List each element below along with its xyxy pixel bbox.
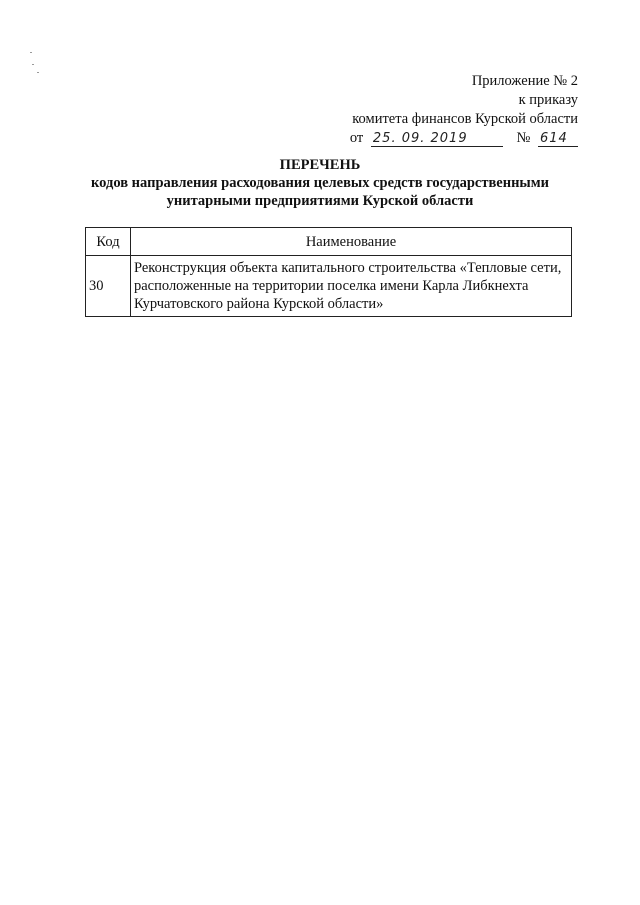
appendix-order-reference: к приказу bbox=[518, 92, 578, 108]
header-code: Код bbox=[86, 228, 131, 256]
scan-speck bbox=[37, 72, 39, 73]
handwritten-date: 25. 09. 2019 bbox=[371, 131, 503, 147]
appendix-block bbox=[258, 72, 578, 148]
number-prefix: № bbox=[516, 130, 531, 146]
scan-speck bbox=[30, 52, 32, 53]
row-code: 30 bbox=[86, 256, 131, 317]
handwritten-order-number: 614 bbox=[538, 131, 578, 147]
codes-table bbox=[85, 227, 572, 317]
document-heading bbox=[60, 156, 580, 210]
table-row bbox=[86, 256, 572, 317]
heading-title: ПЕРЕЧЕНЬ bbox=[279, 157, 361, 173]
heading-line-2: кодов направления расходования целевых средств государственными bbox=[91, 175, 549, 191]
date-prefix: от bbox=[349, 130, 364, 146]
codes-table-wrapper bbox=[85, 227, 572, 317]
order-date-number-line bbox=[258, 129, 578, 148]
appendix-title: Приложение № 2 bbox=[471, 73, 578, 89]
header-name: Наименование bbox=[131, 228, 572, 256]
heading-line-3: унитарными предприятиями Курской области bbox=[166, 193, 474, 209]
scan-speck bbox=[32, 64, 34, 65]
scan-specks bbox=[30, 52, 42, 74]
row-name: Реконструкция объекта капитального строительства «Тепловые сети, расположенные на территории поселка имени Карла Либкнехта Курчатовского района Курской области» bbox=[131, 256, 572, 317]
table-header-row bbox=[86, 228, 572, 256]
appendix-committee: комитета финансов Курской области bbox=[352, 111, 578, 127]
